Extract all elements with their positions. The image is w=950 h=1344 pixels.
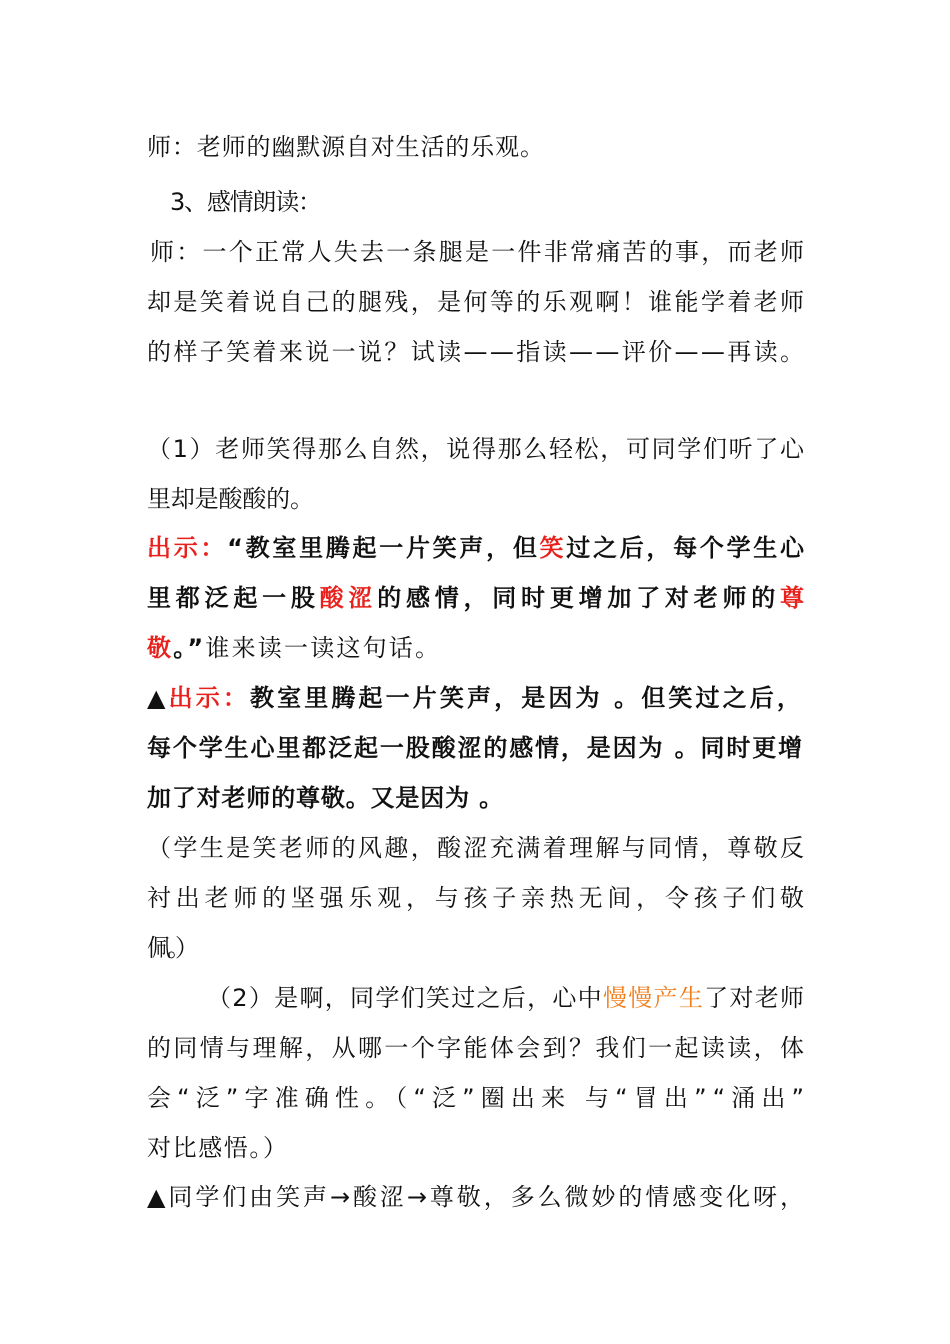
text-line	[147, 131, 545, 163]
text-segment: 过之后，每个学生心	[566, 534, 807, 562]
text-segment: 里却是酸酸的。	[147, 485, 314, 513]
text-segment: 教室里腾起一片笑声，是因为 。但笑过之后，	[249, 684, 805, 712]
text-segment: 对比感悟。）	[147, 1134, 289, 1162]
text-line	[147, 1132, 289, 1164]
text-line	[147, 1082, 810, 1114]
text-line	[147, 286, 806, 318]
text-segment: 出示：	[168, 684, 250, 712]
text-line	[147, 483, 314, 515]
text-segment: 敬	[147, 634, 174, 662]
text-line	[147, 882, 809, 914]
text-line	[150, 236, 806, 268]
text-segment: 的样子笑着来说一说？试读——指读——评价——再读。	[147, 338, 807, 366]
text-segment: 师：老师的幽默源自对生活的乐观。	[147, 133, 545, 161]
text-segment: 尊	[780, 584, 809, 612]
text-segment: （1）老师笑得那么自然，说得那么轻松，可同学们听了心	[147, 435, 806, 463]
text-line	[147, 932, 195, 964]
text-line	[147, 1032, 806, 1064]
text-line	[207, 982, 805, 1014]
text-line	[147, 532, 807, 564]
text-segment: （2）是啊，同学们笑过之后，心中	[207, 984, 603, 1012]
text-segment: 的同情与理解，从哪一个字能体会到？我们一起读读，体	[147, 1034, 807, 1062]
text-line	[147, 1181, 807, 1213]
text-line	[147, 832, 806, 864]
text-segment: 谁来读一读这句话。	[205, 634, 442, 662]
text-line	[147, 336, 806, 368]
text-segment: 每个学生心里都泛起一股酸涩的感情，是因为 。同时更增	[147, 734, 804, 762]
text-segment: ▲同学们由笑声→酸涩→尊敬，多么微妙的情感变化呀，	[147, 1183, 807, 1211]
text-segment: 的感情，同时更增加了对老师的	[377, 584, 781, 612]
text-line	[147, 682, 804, 714]
text-segment: 师：一个正常人失去一条腿是一件非常痛苦的事，而老师	[150, 238, 807, 266]
text-line	[170, 186, 321, 218]
text-segment: ▲	[147, 684, 169, 712]
text-line	[147, 632, 441, 664]
text-segment: 酸涩	[319, 584, 378, 612]
text-segment: （学生是笑老师的风趣，酸涩充满着理解与同情，尊敬反	[147, 834, 807, 862]
text-segment: 却是笑着说自己的腿残，是何等的乐观啊！谁能学着老师	[147, 288, 807, 316]
text-segment: 里都泛起一股	[147, 584, 320, 612]
text-line	[147, 433, 806, 465]
text-segment: 佩。）	[147, 934, 195, 962]
text-segment: “教室里腾起一片笑声，但	[227, 534, 540, 562]
text-segment: 3、感情朗读：	[170, 188, 321, 216]
text-line	[147, 782, 504, 814]
text-line	[147, 732, 804, 764]
text-segment: 慢慢产生	[602, 984, 705, 1012]
text-segment: 了对老师	[704, 984, 806, 1012]
text-segment: 衬出老师的坚强乐观，与孩子亲热无间，令孩子们敬	[147, 884, 809, 912]
text-segment: 出示：	[147, 534, 228, 562]
text-segment: 会“泛”字准确性。（“泛”圈出来 与“冒出”“涌出”	[147, 1084, 811, 1112]
text-segment: 笑	[539, 534, 567, 562]
text-segment: 加了对老师的尊敬。又是因为 。	[147, 784, 504, 812]
text-segment: 。”	[173, 634, 206, 662]
text-line	[147, 582, 809, 614]
